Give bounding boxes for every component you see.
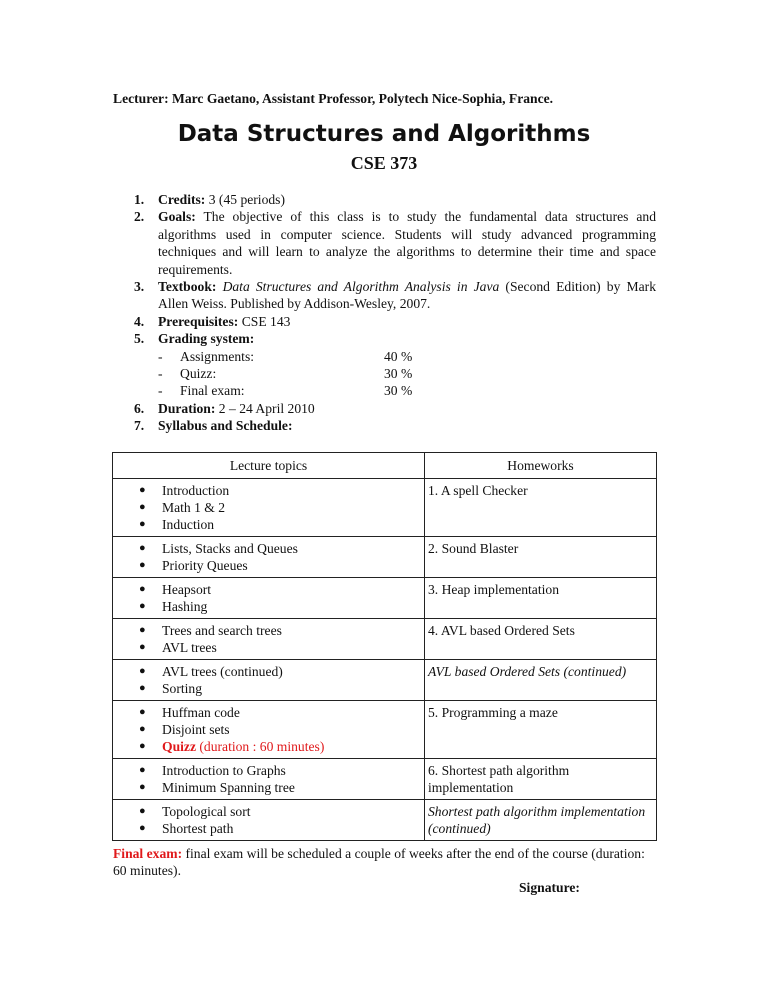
- topic-item: [116, 704, 420, 721]
- topic-item: [116, 721, 420, 738]
- item-duration: [134, 400, 656, 417]
- topic-list: [116, 482, 420, 533]
- item-text: The objective of this class is to study the fundamental data structures and algorithms used in computer science. Students will study advanced programming techniques and will learn to analyze the algorithms to determine their time and space requirements.: [158, 209, 656, 277]
- grading-dash: -: [158, 383, 163, 399]
- item-text: 3 (45 periods): [205, 192, 285, 207]
- final-exam-text: final exam will be scheduled a couple of weeks after the end of the course (duration: 60 minutes).: [113, 846, 645, 879]
- lecture-topics-cell: [113, 800, 425, 841]
- topic-item: [116, 803, 420, 820]
- topic-item: [116, 738, 420, 755]
- topic-list: [116, 704, 420, 755]
- bullet-icon: ●: [139, 740, 146, 752]
- bullet-icon: ●: [139, 764, 146, 776]
- bullet-icon: ●: [139, 624, 146, 636]
- grading-value: 30 %: [384, 383, 413, 399]
- item-number: 3.: [134, 279, 145, 295]
- bullet-icon: ●: [139, 542, 146, 554]
- grading-name: Assignments:: [180, 348, 255, 364]
- schedule-table: [112, 452, 657, 841]
- signature-label: Signature:: [519, 880, 580, 895]
- item-label: Syllabus and Schedule:: [158, 418, 293, 434]
- topic-text: Induction: [162, 517, 215, 532]
- bullet-icon: ●: [139, 706, 146, 718]
- grading-value: 30 %: [384, 366, 413, 382]
- lecture-topics-cell: [113, 759, 425, 800]
- bullet-icon: ●: [139, 682, 146, 694]
- table-row: [113, 701, 657, 759]
- table-row: [113, 759, 657, 800]
- bullet-icon: ●: [139, 641, 146, 653]
- bullet-icon: ●: [139, 723, 146, 735]
- topic-list: [116, 540, 420, 574]
- topic-item: [116, 499, 420, 516]
- item-label: Credits:: [158, 192, 206, 207]
- homework-cell: 2. Sound Blaster: [425, 537, 657, 578]
- item-grading: [134, 330, 656, 400]
- topic-text: Sorting: [162, 681, 203, 696]
- item-label: Goals:: [158, 209, 196, 225]
- topic-list: [116, 762, 420, 796]
- item-textbook: [134, 278, 656, 313]
- topic-item: [116, 663, 420, 680]
- homework-cell: 3. Heap implementation: [425, 578, 657, 619]
- lecture-topics-cell: [113, 701, 425, 759]
- homework-cell: 5. Programming a maze: [425, 701, 657, 759]
- bullet-icon: ●: [139, 501, 146, 513]
- topic-note: (duration : 60 minutes): [195, 739, 325, 754]
- grading-row: [158, 348, 656, 365]
- final-exam-label: Final exam:: [113, 846, 183, 861]
- topic-text: AVL trees: [162, 640, 217, 655]
- item-text: CSE 143: [238, 313, 291, 329]
- item-label: Duration:: [158, 400, 216, 416]
- bullet-icon: ●: [139, 665, 146, 677]
- header-lecture-topics: Lecture topics: [113, 453, 425, 479]
- grading-row: [158, 382, 656, 399]
- bullet-icon: ●: [139, 600, 146, 612]
- final-exam-note: [113, 845, 658, 880]
- homework-cell: 1. A spell Checker: [425, 479, 657, 537]
- table-row: [113, 537, 657, 578]
- topic-item: [116, 581, 420, 598]
- bullet-icon: ●: [139, 518, 146, 530]
- topic-text: Topological sort: [162, 804, 251, 819]
- homework-cell: 6. Shortest path algorithm implementation: [425, 759, 657, 800]
- grading-value: 40 %: [384, 348, 413, 364]
- page-title: Data Structures and Algorithms: [177, 121, 591, 147]
- item-syllabus: [134, 417, 656, 434]
- topic-item: [116, 820, 420, 837]
- grading-row: [158, 365, 656, 382]
- table-header-row: [113, 453, 657, 479]
- item-prerequisites: [134, 313, 656, 330]
- textbook-title: Data Structures and Algorithm Analysis in Java: [222, 279, 500, 295]
- grading-name: Final exam:: [180, 383, 245, 399]
- table-row: [113, 660, 657, 701]
- lecture-topics-cell: [113, 537, 425, 578]
- topic-text: Lists, Stacks and Queues: [162, 541, 298, 556]
- lecturer-line: Lecturer: Marc Gaetano, Assistant Professor, Polytech Nice-Sophia, France.: [113, 91, 554, 106]
- topic-text: Disjoint sets: [162, 722, 230, 737]
- item-number: 4.: [134, 313, 145, 329]
- course-code: CSE 373: [350, 153, 418, 173]
- topic-text: Introduction: [162, 483, 230, 498]
- item-label: Prerequisites:: [158, 313, 239, 329]
- bullet-icon: ●: [139, 781, 146, 793]
- topic-list: [116, 622, 420, 656]
- lecture-topics-cell: [113, 578, 425, 619]
- item-label: Grading system:: [158, 331, 255, 347]
- lecture-topics-cell: [113, 479, 425, 537]
- topic-text: Huffman code: [162, 705, 240, 720]
- item-number: 5.: [134, 331, 145, 347]
- topic-text: AVL trees (continued): [162, 664, 283, 679]
- header-homeworks: Homeworks: [425, 453, 657, 479]
- table-row: [113, 800, 657, 841]
- bullet-icon: ●: [139, 583, 146, 595]
- topic-item: [116, 622, 420, 639]
- bullet-icon: ●: [139, 559, 146, 571]
- topic-text: Trees and search trees: [162, 623, 282, 638]
- lecture-topics-cell: [113, 619, 425, 660]
- topic-item: [116, 482, 420, 499]
- topic-text: Shortest path: [162, 821, 234, 836]
- table-row: [113, 578, 657, 619]
- grading-dash: -: [158, 348, 163, 364]
- topic-text: Quizz: [162, 739, 196, 754]
- table-row: [113, 479, 657, 537]
- bullet-icon: ●: [139, 484, 146, 496]
- item-goals: [134, 208, 656, 278]
- topic-item: [116, 516, 420, 533]
- topic-item: [116, 598, 420, 615]
- bullet-icon: ●: [139, 805, 146, 817]
- homework-cell: 4. AVL based Ordered Sets: [425, 619, 657, 660]
- item-number: 7.: [134, 418, 145, 434]
- topic-text: Math 1 & 2: [162, 500, 226, 515]
- topic-item: [116, 540, 420, 557]
- topic-item: [116, 779, 420, 796]
- homework-cell: AVL based Ordered Sets (continued): [425, 660, 657, 701]
- item-text: 2 – 24 April 2010: [215, 400, 315, 416]
- topic-item: [116, 680, 420, 697]
- item-number: 1.: [134, 192, 145, 207]
- bullet-icon: ●: [139, 822, 146, 834]
- topic-item: [116, 639, 420, 656]
- table-row: [113, 619, 657, 660]
- topic-text: Priority Queues: [162, 558, 248, 573]
- topic-list: [116, 803, 420, 837]
- topic-text: Hashing: [162, 599, 208, 614]
- topic-list: [116, 663, 420, 697]
- homework-cell: Shortest path algorithm implementation (continued): [425, 800, 657, 841]
- grading-dash: -: [158, 366, 163, 382]
- item-label: Textbook:: [158, 279, 217, 295]
- topic-text: Introduction to Graphs: [162, 763, 286, 778]
- item-text: (Second Edition) by Mark Allen Weiss. Published by Addison-Wesley, 2007.: [158, 279, 656, 312]
- grading-name: Quizz:: [180, 366, 217, 382]
- course-info-list: [134, 191, 656, 435]
- item-credits: [134, 191, 656, 208]
- topic-item: [116, 557, 420, 574]
- topic-item: [116, 762, 420, 779]
- topic-list: [116, 581, 420, 615]
- lecture-topics-cell: [113, 660, 425, 701]
- topic-text: Heapsort: [162, 582, 212, 597]
- topic-text: Minimum Spanning tree: [162, 780, 295, 795]
- item-number: 6.: [134, 400, 145, 416]
- item-number: 2.: [134, 209, 145, 225]
